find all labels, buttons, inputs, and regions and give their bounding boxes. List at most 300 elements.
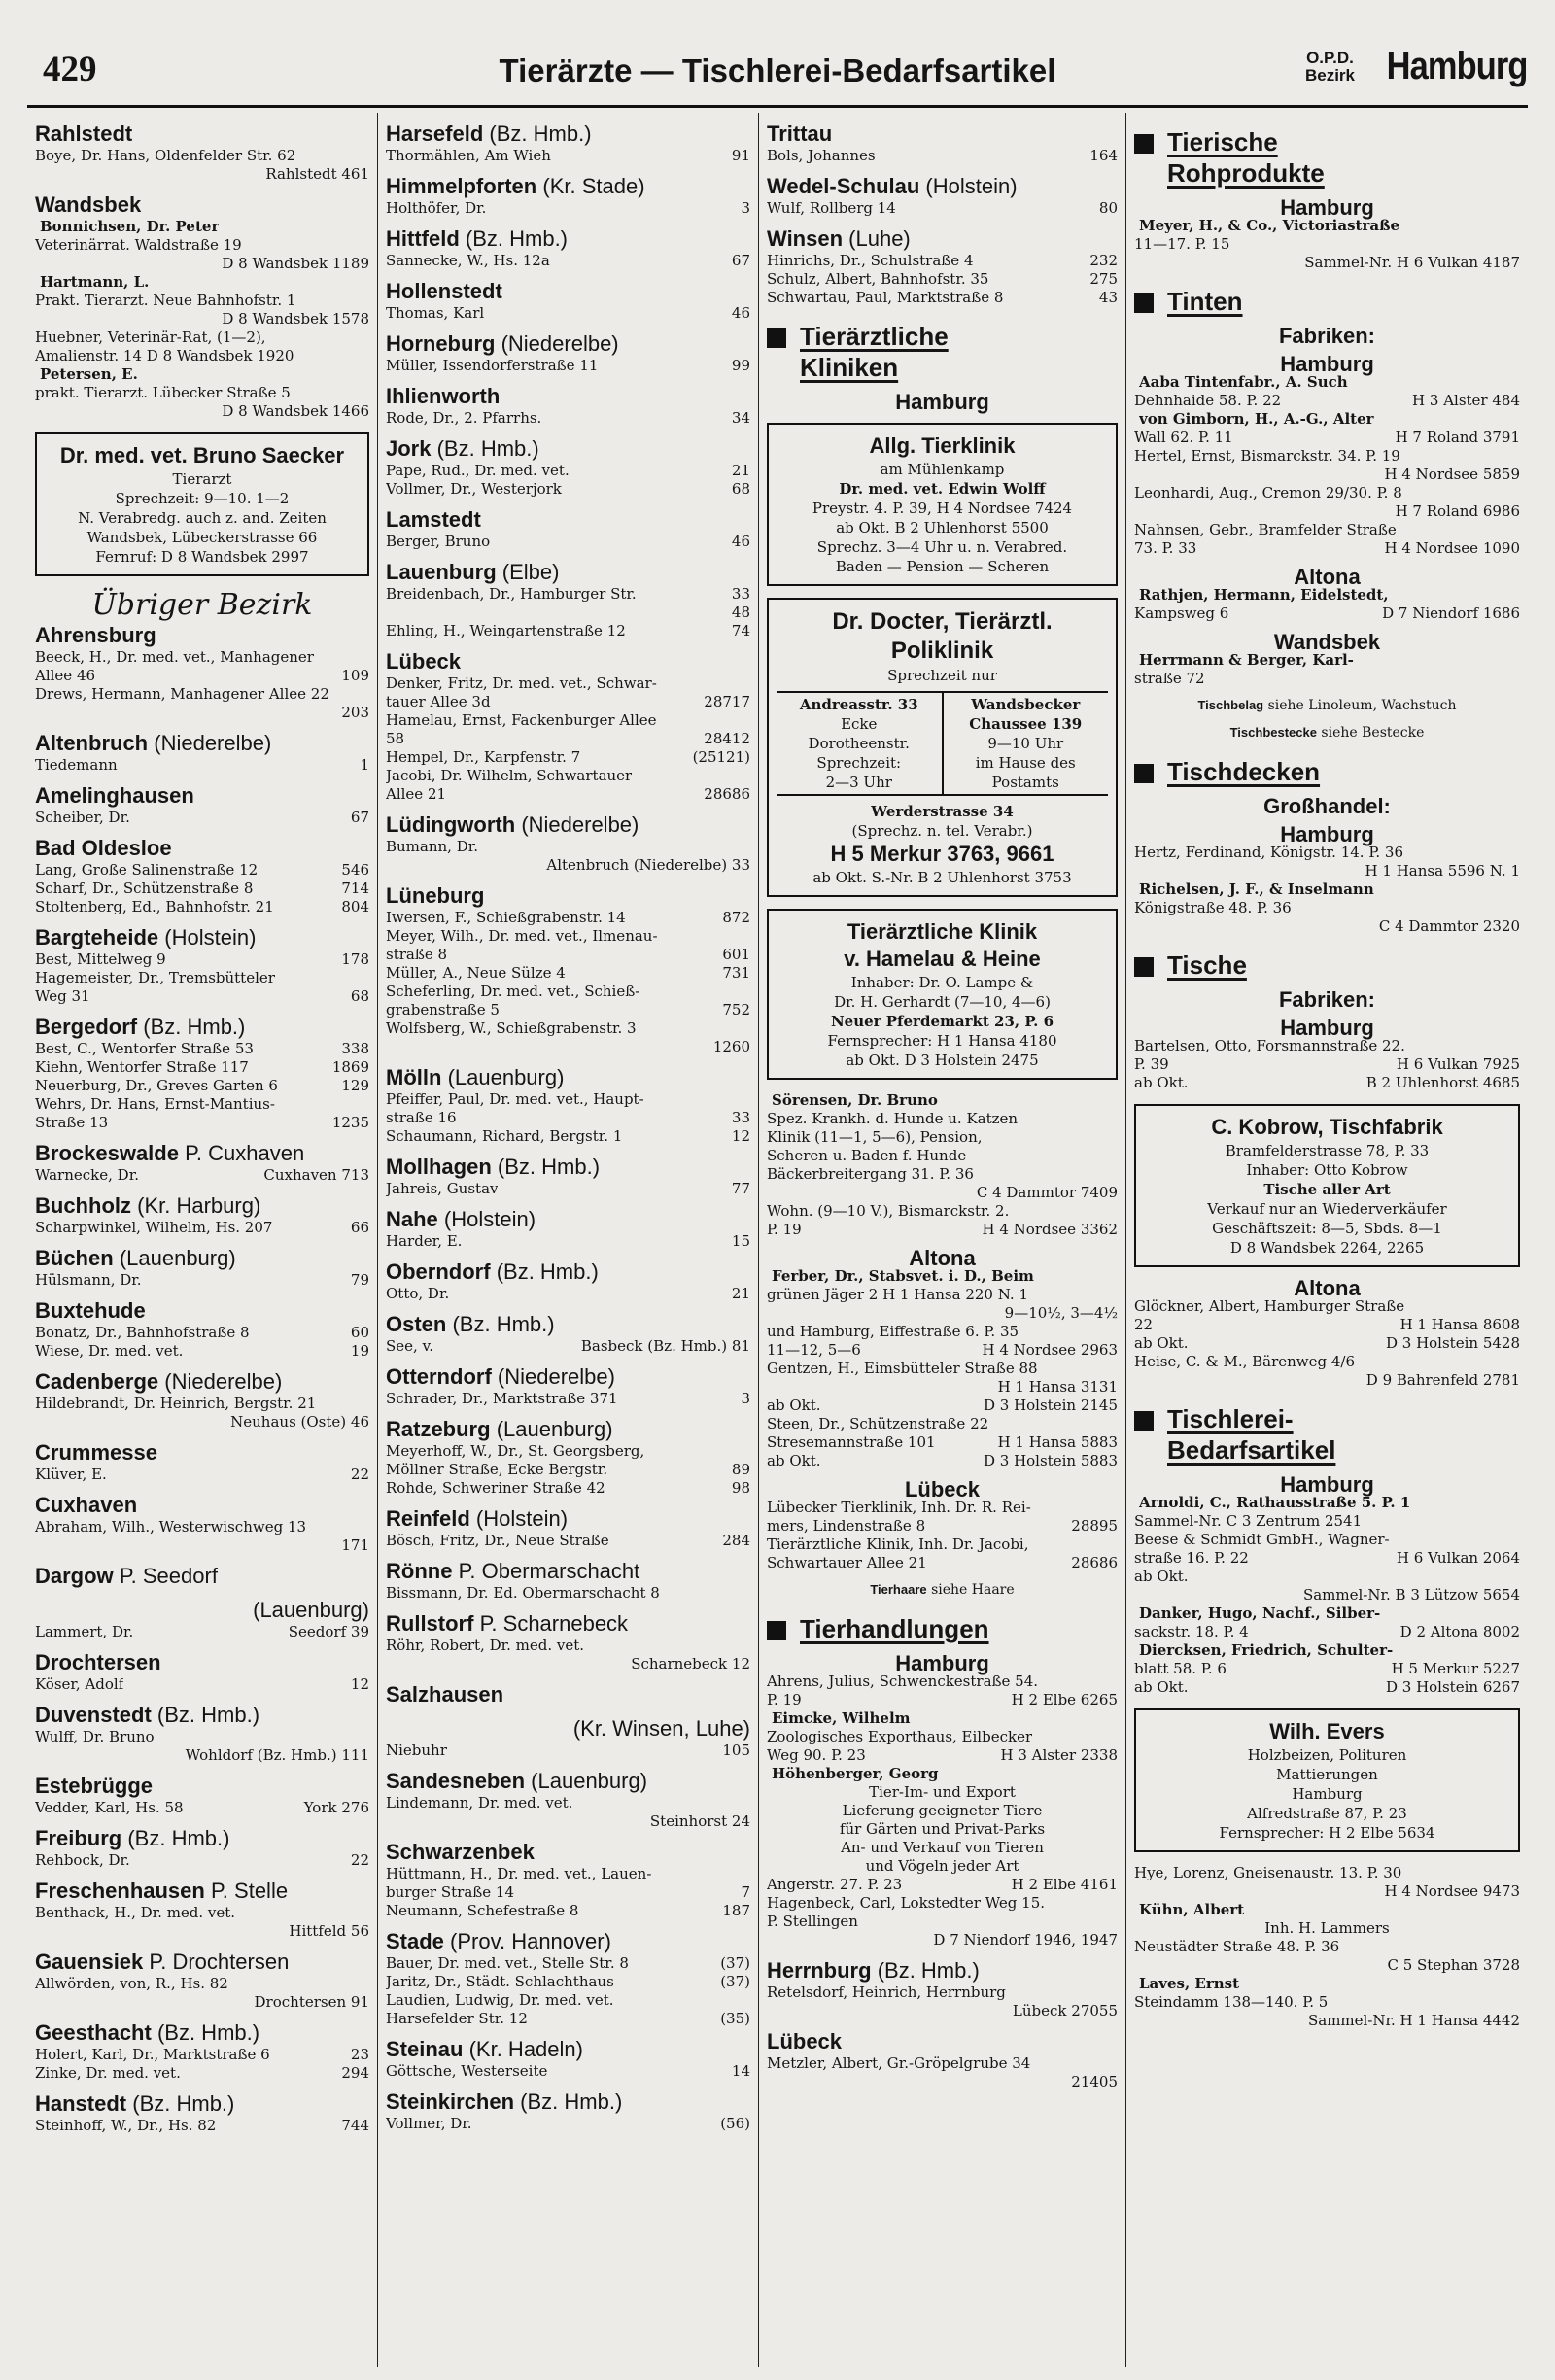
entry-line [767, 1728, 1118, 1746]
entry-line [767, 252, 1118, 270]
entry-bold-name [35, 365, 369, 384]
entry-text: Niebuhr [386, 1742, 447, 1759]
entry-number: 164 [1089, 147, 1118, 164]
entry-centered: Tier-Im- und Export [869, 1783, 1016, 1801]
entry-line [386, 838, 750, 856]
section-square-icon [1134, 293, 1154, 313]
directory-columns [27, 113, 1528, 2367]
entry-number: 28717 [704, 693, 750, 710]
entry-bold-name [767, 1709, 1118, 1728]
entry-line [767, 1433, 1118, 1452]
place-heading [386, 1155, 750, 1180]
ad-line: Fernruf: D 8 Wandsbek 2997 [95, 548, 309, 566]
place-qualifier: (Holstein) [475, 1506, 569, 1531]
entry-text: Neuerburg, Dr., Greves Garten 6 [35, 1077, 278, 1094]
place-name: Hanstedt [35, 2091, 127, 2116]
ad-line: Verkauf nur an Wiederverkäufer [1207, 1200, 1447, 1218]
entry-line [767, 1691, 1118, 1709]
entry-line [1134, 1864, 1520, 1882]
entry-line [386, 1637, 750, 1655]
entry-line [35, 969, 369, 987]
entry-phone: D 8 Wandsbek 1189 [222, 255, 369, 272]
entry-line [386, 2062, 750, 2081]
entry-phone: C 5 Stephan 3728 [1387, 1956, 1520, 1974]
ad-line: Inhaber: Otto Kobrow [1246, 1161, 1408, 1179]
entry-text: See, v. [386, 1337, 434, 1355]
ad-line: Chaussee 139 [969, 715, 1083, 733]
entry-number: 232 [1089, 252, 1118, 269]
entry-phone: Altenbruch (Niederelbe) 33 [546, 856, 750, 874]
ad-line: 2—3 Uhr [825, 774, 892, 791]
ad-line: Bramfelderstrasse 78, P. 33 [1225, 1142, 1430, 1159]
entry-centered: für Gärten und Privat-Parks [839, 1820, 1046, 1838]
entry-line [35, 1851, 369, 1870]
place-qualifier: (Bz. Hmb.) [489, 121, 592, 146]
section-subheading: Großhandel: [1263, 794, 1391, 818]
entry-text: Harsefelder Str. 12 [386, 2010, 528, 2027]
entry-number: 46 [731, 533, 750, 550]
place-name: Hollenstedt [386, 279, 502, 303]
entry-bold-name [1134, 410, 1520, 429]
place-heading [35, 1015, 369, 1040]
entry-name: Diercksen, Friedrich, Schulter- [1139, 1641, 1394, 1659]
entry-line [767, 1341, 1118, 1360]
ad-line: Geschäftszeit: 8—5, Sbds. 8—1 [1212, 1220, 1442, 1237]
place-qualifier-line: (Kr. Winsen, Luhe) [572, 1716, 750, 1741]
entry-line [35, 685, 369, 704]
entry-text: straße 16 [386, 1109, 457, 1126]
place-heading [35, 121, 369, 147]
place-name: Nahe [386, 1207, 438, 1231]
entry-number: 22 [350, 1466, 369, 1483]
entry-text: Abraham, Wilh., Westerwischweg 13 [35, 1518, 307, 1535]
place-name: Lüdingworth [386, 812, 516, 837]
entry-text: P. 19 [767, 1221, 802, 1238]
entry-text: Rode, Dr., 2. Pfarrhs. [386, 409, 542, 427]
place-name: Ihlienworth [386, 384, 501, 408]
entry-number: 187 [722, 1902, 750, 1919]
place-name: Geesthacht [35, 2020, 152, 2045]
entry-text: Otto, Dr. [386, 1285, 450, 1302]
entry-line [386, 622, 750, 640]
place-name: Dargow [35, 1564, 114, 1588]
place-qualifier: (Bz. Hmb.) [436, 436, 539, 461]
ad-line: Preystr. 4. P. 39, H 4 Nordsee 7424 [812, 500, 1073, 517]
entry-name: Höhenberger, Georg [772, 1765, 939, 1782]
entry-line [35, 1342, 369, 1361]
entry-line [386, 2115, 750, 2133]
entry-text: straße 8 [386, 946, 448, 963]
entry-text: Zinke, Dr. med. vet. [35, 2064, 181, 2082]
ad-line: Hamburg [1292, 1785, 1363, 1803]
place-qualifier: (Niederelbe) [164, 1369, 283, 1394]
entry-phone: Sammel-Nr. H 1 Hansa 4442 [1307, 2012, 1520, 2029]
entry-text: Denker, Fritz, Dr. med. vet., Schwar- [386, 674, 657, 692]
entry-line [767, 1673, 1118, 1691]
place-heading [767, 2029, 1118, 2054]
entry-text: Wulf, Rollberg 14 [767, 199, 896, 217]
place-heading [386, 812, 750, 838]
ad-line: Tierarzt [172, 470, 232, 488]
place-heading [35, 623, 369, 648]
place-qualifier: P. Scharnebeck [479, 1611, 629, 1636]
place-qualifier: (Luhe) [848, 226, 911, 251]
place-name: Mölln [386, 1065, 442, 1089]
place-heading [386, 2037, 750, 2062]
entry-text: Gentzen, H., Eimsbütteler Straße 88 [767, 1360, 1038, 1377]
entry-name: Aaba Tintenfabr., A. Such [1139, 373, 1348, 391]
entry-text: prakt. Tierarzt. Lübecker Straße 5 [35, 384, 291, 401]
entry-name: Hartmann, L. [40, 273, 150, 291]
entry-line [767, 1876, 1118, 1894]
place-qualifier: (Lauenburg) [447, 1065, 565, 1089]
place-name: Gauensiek [35, 1949, 144, 1974]
entry-number: 74 [731, 622, 750, 639]
entry-text: Leonhardi, Aug., Cremon 29/30. P. 8 [1134, 484, 1402, 501]
ad-line: Dr. med. vet. Edwin Wolff [839, 480, 1046, 498]
place-name: Crummesse [35, 1440, 157, 1465]
entry-text: Kiehn, Wentorfer Straße 117 [35, 1058, 249, 1076]
entry-phone: D 8 Wandsbek 1466 [222, 402, 369, 420]
entry-line [767, 1913, 1118, 1931]
entry-line [386, 1973, 750, 1991]
entry-bold-name [1134, 1975, 1520, 1993]
entry-text: Scheferling, Dr. med. vet., Schieß- [386, 983, 640, 1000]
place-name: Jork [386, 436, 432, 461]
place-name: Cuxhaven [35, 1493, 138, 1517]
place-heading [386, 1840, 750, 1865]
place-heading [386, 1364, 750, 1390]
place-qualifier: (Bz. Hmb.) [127, 1826, 230, 1850]
place-name: Lübeck [767, 2029, 843, 2053]
entry-number: 68 [350, 987, 369, 1005]
entry-line [1134, 1512, 1520, 1531]
ad-line: Dr. H. Gerhardt (7—10, 4—6) [834, 993, 1051, 1011]
section-heading [767, 1613, 1118, 1644]
entry-phone: Drochtersen 91 [254, 1993, 369, 2011]
entry-line [386, 1090, 750, 1109]
ad-line: Wilh. Evers [1269, 1719, 1385, 1743]
entry-line [1134, 1678, 1520, 1697]
ad-split-right [942, 693, 1109, 794]
place-heading [767, 121, 1118, 147]
entry-text: P. Stellingen [767, 1913, 858, 1930]
entry-line [35, 1114, 369, 1132]
entry-number: D 2 Altona 8002 [1400, 1623, 1520, 1640]
place-heading [386, 1929, 750, 1954]
place-qualifier: (Niederelbe) [521, 812, 639, 837]
entry-number: 3 [741, 199, 750, 217]
entry-line [35, 1395, 369, 1413]
entry-line [35, 880, 369, 898]
place-qualifier: (Bz. Hmb.) [496, 1259, 599, 1284]
entry-text: Metzler, Albert, Gr.-Gröpelgrube 34 [767, 2054, 1031, 2072]
entry-text: Bösch, Fritz, Dr., Neue Straße [386, 1532, 609, 1549]
column-1 [27, 113, 377, 2367]
entry-number: 294 [341, 2064, 369, 2082]
section-heading [1134, 126, 1520, 189]
place-qualifier: (Niederelbe) [154, 731, 272, 755]
entry-text: Jahreis, Gustav [386, 1180, 499, 1197]
entry-text: P. 19 [767, 1691, 802, 1708]
entry-line [767, 1415, 1118, 1433]
entry-line [767, 270, 1118, 289]
ad-line: ab Okt. S.-Nr. B 2 Uhlenhorst 3753 [812, 869, 1072, 886]
entry-text: ab Okt. [1134, 1678, 1189, 1696]
entry-text: Wall 62. P. 11 [1134, 429, 1233, 446]
section-title: Tierärztliche [800, 322, 949, 351]
ad-line: N. Verabredg. auch z. and. Zeiten [78, 509, 327, 527]
place-heading [35, 1879, 369, 1904]
place-name: Buchholz [35, 1193, 131, 1218]
ad-line: Wandsbek, Lübeckerstrasse 66 [86, 529, 318, 546]
entry-text: Sannecke, W., Hs. 12a [386, 252, 550, 269]
entry-text: Lang, Große Salinenstraße 12 [35, 861, 259, 879]
entry-number: 91 [731, 147, 750, 164]
entry-line [767, 1894, 1118, 1913]
place-heading [386, 436, 750, 462]
ad-box-ad1 [35, 432, 369, 576]
place-name: Hittfeld [386, 226, 460, 251]
entry-line [386, 1479, 750, 1498]
place-name: Estebrügge [35, 1774, 154, 1798]
entry-number: 46 [731, 304, 750, 322]
entry-text: Dehnhaide 58. P. 22 [1134, 392, 1282, 409]
entry-text: und Hamburg, Eiffestraße 6. P. 35 [767, 1323, 1019, 1340]
ad-line: Tierärztliche Klinik [847, 919, 1038, 944]
entry-bold-name [1134, 217, 1520, 235]
place-name: Freschenhausen [35, 1879, 205, 1903]
entry-text: 11—12, 5—6 [767, 1341, 861, 1359]
entry-text: Veterinärrat. Waldstraße 19 [35, 236, 242, 254]
place-heading [35, 1246, 369, 1271]
section-subheading: Hamburg [1280, 1016, 1374, 1040]
ad-line: (Sprechz. n. tel. Verabr.) [851, 822, 1033, 840]
place-heading [35, 1141, 369, 1166]
section-subheading: Hamburg [895, 1651, 989, 1675]
entry-text: Holert, Karl, Dr., Marktstraße 6 [35, 2046, 270, 2063]
entry-number: 43 [1098, 289, 1118, 306]
entry-text: Bartelsen, Otto, Forsmannstraße 22. [1134, 1037, 1405, 1054]
ad-line: Baden — Pension — Scheren [835, 558, 1050, 575]
place-heading [35, 1650, 369, 1675]
column-3 [758, 113, 1125, 2367]
entry-line [386, 1865, 750, 1883]
entry-line [386, 1742, 750, 1760]
place-heading [386, 226, 750, 252]
entry-text: Beeck, H., Dr. med. vet., Manhagener [35, 648, 314, 666]
entry-text: Scheren u. Baden f. Hunde [767, 1147, 967, 1164]
section-heading [1134, 1403, 1520, 1466]
entry-text: Hertz, Ferdinand, Königstr. 14. P. 36 [1134, 844, 1404, 861]
cross-reference [1134, 723, 1520, 742]
entry-name: Herrmann & Berger, Karl- [1139, 651, 1354, 669]
entry-text: Wehrs, Dr. Hans, Ernst-Mantius- [35, 1095, 275, 1113]
place-name: Lamstedt [386, 507, 481, 532]
entry-text: Steen, Dr., Schützenstraße 22 [767, 1415, 989, 1432]
entry-bold-name [35, 273, 369, 292]
cross-ref-target: siehe Linoleum, Wachstuch [1267, 698, 1457, 713]
place-name: Wedel-Schulau [767, 174, 920, 198]
entry-text: Schwartauer Allee 21 [767, 1554, 927, 1571]
entry-line [767, 2054, 1118, 2073]
place-qualifier: P. Stelle [210, 1879, 289, 1903]
entry-phone: H 1 Hansa 3131 [997, 1378, 1118, 1396]
place-name: Salzhausen [386, 1682, 504, 1707]
ad-line: Sprechzeit: [816, 754, 902, 772]
section-title: Tierische [1167, 127, 1278, 156]
entry-phone: Sammel-Nr. B 3 Lützow 5654 [1302, 1586, 1520, 1604]
place-qualifier: (Prov. Hannover) [450, 1929, 611, 1953]
entry-text: 22 [1134, 1316, 1154, 1333]
entry-name: Kühn, Albert [1139, 1901, 1245, 1918]
entry-line [1134, 1531, 1520, 1549]
place-heading [35, 1369, 369, 1395]
ad-line: Neuer Pferdemarkt 23, P. 6 [830, 1013, 1054, 1030]
entry-line [386, 1390, 750, 1408]
entry-text: Wohn. (9—10 V.), Bismarckstr. 2. [767, 1202, 1010, 1220]
entry-text: Hye, Lorenz, Gneisenaustr. 13. P. 30 [1134, 1864, 1402, 1881]
entry-line [386, 480, 750, 499]
place-name: Reinfeld [386, 1506, 470, 1531]
entry-text: Scharf, Dr., Schützenstraße 8 [35, 880, 254, 897]
entry-line [35, 898, 369, 916]
entry-text: Zoologisches Exporthaus, Eilbecker [767, 1728, 1033, 1745]
place-heading [35, 192, 369, 218]
entry-number: H 3 Alster 484 [1412, 392, 1520, 409]
entry-number: 33 [731, 585, 750, 603]
place-name: Amelinghausen [35, 783, 194, 808]
entry-line [1134, 1993, 1520, 2012]
entry-bold-name [1134, 651, 1520, 670]
entry-line [386, 730, 750, 748]
place-qualifier: (Bz. Hmb.) [156, 1703, 260, 1727]
entry-line [35, 384, 369, 402]
entry-number: Seedorf 39 [288, 1623, 369, 1640]
entry-name: Petersen, E. [40, 365, 138, 383]
entry-line [386, 711, 750, 730]
entry-centered: An- und Verkauf von Tieren [841, 1839, 1044, 1856]
entry-number: 21 [731, 1285, 750, 1302]
entry-line [767, 1323, 1118, 1341]
place-heading [35, 1298, 369, 1324]
place-qualifier: (Niederelbe) [497, 1364, 615, 1389]
entry-line [386, 909, 750, 927]
entry-line [386, 1461, 750, 1479]
place-qualifier: P. Cuxhaven [185, 1141, 305, 1165]
entry-line [35, 667, 369, 685]
entry-phone: H 1 Hansa 5596 N. 1 [1365, 862, 1520, 880]
entry-number: 22 [350, 1851, 369, 1869]
entry-text: P. 39 [1134, 1055, 1169, 1073]
entry-number: 338 [341, 1040, 369, 1057]
ad-line: Dr. med. vet. Bruno Saecker [59, 443, 345, 467]
entry-text: Retelsdorf, Heinrich, Herrnburg [767, 1983, 1006, 2001]
entry-number: 15 [731, 1232, 750, 1250]
place-heading [35, 1826, 369, 1851]
place-name: Winsen [767, 226, 844, 251]
place-name: Oberndorf [386, 1259, 491, 1284]
entry-line [1134, 521, 1520, 539]
entry-text: Best, Mittelweg 9 [35, 950, 166, 968]
entry-line [1134, 899, 1520, 917]
entry-number: H 6 Vulkan 2064 [1396, 1549, 1520, 1567]
entry-phone: 171 [341, 1536, 369, 1554]
entry-number: 12 [350, 1675, 369, 1693]
place-name: Brockeswalde [35, 1141, 179, 1165]
entry-bold-name [1134, 373, 1520, 392]
entry-text: Tierärztliche Klinik, Inh. Dr. Jacobi, [767, 1535, 1029, 1553]
entry-text: Jaritz, Dr., Städt. Schlachthaus [386, 1973, 614, 1990]
entry-text: Meyerhoff, W., Dr., St. Georgsberg, [386, 1442, 645, 1460]
page-title: Tierärzte — Tischlerei-Bedarfsartikel [499, 52, 1056, 88]
entry-line [767, 1499, 1118, 1517]
place-name: Lauenburg [386, 560, 497, 584]
entry-number: 98 [731, 1479, 750, 1497]
entry-text: Rohde, Schweriner Straße 42 [386, 1479, 605, 1497]
entry-number: H 4 Nordsee 1090 [1384, 539, 1520, 557]
entry-line [767, 1165, 1118, 1184]
entry-bold-name [767, 1267, 1118, 1286]
entry-text: Neustädter Straße 48. P. 36 [1134, 1938, 1340, 1955]
entry-line [386, 304, 750, 323]
entry-phone: H 7 Roland 6986 [1395, 502, 1520, 520]
ad-line: Fernsprecher: H 2 Elbe 5634 [1219, 1824, 1435, 1842]
sub-place-heading: Lübeck [904, 1477, 981, 1501]
place-heading [35, 783, 369, 809]
place-name: Freiburg [35, 1826, 122, 1850]
ad-line: ab Okt. D 3 Holstein 2475 [846, 1052, 1039, 1069]
ad-line: Sprechzeit: 9—10. 1—2 [115, 490, 290, 507]
ad-box-ad6 [1134, 1708, 1520, 1852]
section-title: Tische [1167, 950, 1247, 980]
entry-text: 58 [386, 730, 405, 747]
entry-text: Bissmann, Dr. Ed. Obermarschacht 8 [386, 1584, 660, 1602]
entry-line [35, 347, 369, 365]
entry-text: Röhr, Robert, Dr. med. vet. [386, 1637, 585, 1654]
ad-line: Werderstrasse 34 [871, 803, 1014, 820]
entry-number: 89 [731, 1461, 750, 1478]
entry-bold-name [767, 1091, 1118, 1110]
entry-text: Amalienstr. 14 D 8 Wandsbek 1920 [35, 347, 294, 364]
entry-text: Schaumann, Richard, Bergstr. 1 [386, 1127, 623, 1145]
place-heading [35, 2020, 369, 2046]
entry-number: H 5 Merkur 5227 [1391, 1660, 1520, 1677]
ad-line: Alfredstraße 87, P. 23 [1247, 1805, 1407, 1822]
entry-phone: Rahlstedt 461 [265, 165, 369, 183]
entry-text: Boye, Dr. Hans, Oldenfelder Str. 62 [35, 147, 296, 164]
place-name: Bargteheide [35, 925, 159, 949]
section-heading [1134, 756, 1520, 787]
entry-number: 28895 [1071, 1517, 1118, 1535]
entry-bold-name [35, 218, 369, 236]
entry-number: 14 [731, 2062, 750, 2080]
entry-number: 19 [350, 1342, 369, 1360]
place-heading [35, 1774, 369, 1799]
entry-number: (37) [720, 1973, 750, 1990]
entry-phone: D 7 Niendorf 1946, 1947 [933, 1931, 1118, 1949]
place-heading [35, 1193, 369, 1219]
place-name: Rullstorf [386, 1611, 474, 1636]
entry-text: mers, Lindenstraße 8 [767, 1517, 926, 1535]
entry-text: Benthack, H., Dr. med. vet. [35, 1904, 236, 1921]
place-name: Harsefeld [386, 121, 484, 146]
entry-line [1134, 1660, 1520, 1678]
ad-line: im Hause des [975, 754, 1076, 772]
place-qualifier: (Kr. Harburg) [137, 1193, 261, 1218]
entry-phone: 21405 [1071, 2073, 1118, 2090]
entry-text: Göttsche, Westerseite [386, 2062, 548, 2080]
